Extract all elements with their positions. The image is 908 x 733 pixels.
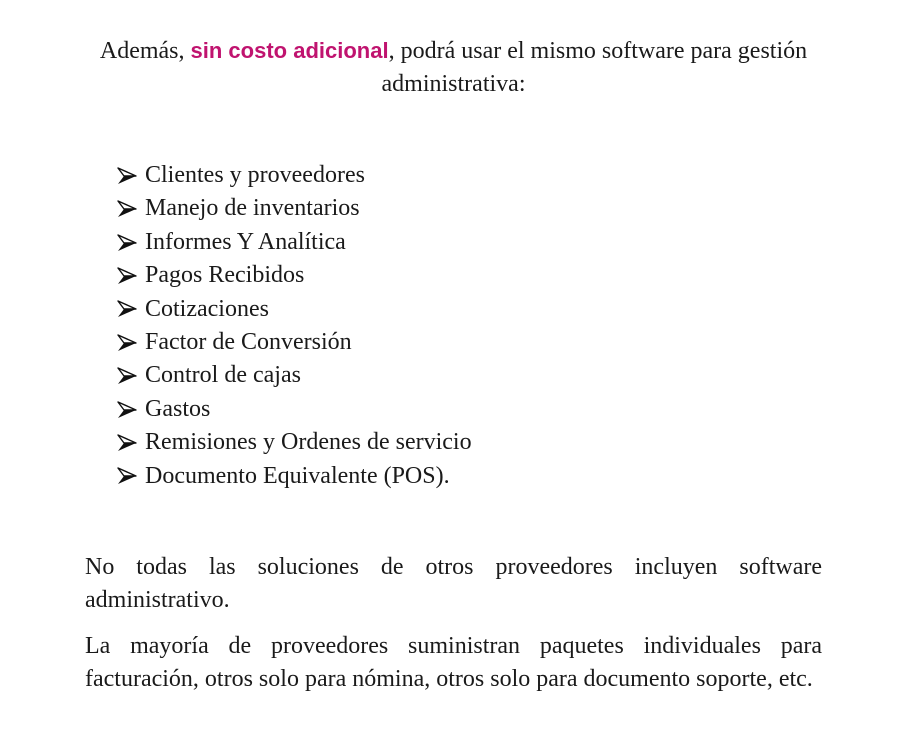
intro-highlight: sin costo adicional bbox=[190, 38, 389, 63]
arrowhead-bullet-icon bbox=[117, 466, 145, 486]
arrowhead-bullet-icon bbox=[117, 433, 145, 453]
list-item-label: Remisiones y Ordenes de servicio bbox=[145, 429, 472, 456]
paragraph: La mayoría de proveedores suministran paquetes individuales para facturación, otros solo para nómina, otros solo para documento soporte, etc. bbox=[85, 633, 822, 692]
list-item bbox=[117, 293, 472, 326]
intro-after: , podrá usar el mismo software para gestión administrativa: bbox=[381, 38, 808, 97]
list-item-label: Clientes y proveedores bbox=[145, 162, 365, 188]
paragraph: No todas las soluciones de otros proveedores incluyen software administrativo. bbox=[85, 554, 822, 613]
arrowhead-bullet-icon bbox=[117, 299, 145, 319]
list-item bbox=[117, 192, 472, 225]
list-item bbox=[117, 460, 472, 493]
list-item bbox=[117, 226, 472, 259]
list-item bbox=[117, 426, 472, 459]
arrowhead-bullet-icon bbox=[117, 199, 145, 219]
list-item bbox=[117, 326, 472, 359]
list-item-label: Cotizaciones bbox=[145, 295, 269, 322]
list-item-label: Manejo de inventarios bbox=[145, 195, 360, 222]
arrowhead-bullet-icon bbox=[117, 166, 145, 186]
arrowhead-bullet-icon bbox=[117, 400, 145, 420]
intro-text bbox=[85, 34, 822, 101]
list-item bbox=[117, 159, 472, 192]
list-item bbox=[117, 259, 472, 292]
feature-list bbox=[117, 159, 472, 493]
list-item-label: Informes Y Analítica bbox=[145, 228, 346, 255]
list-item-label: Factor de Conversión bbox=[145, 329, 352, 356]
arrowhead-bullet-icon bbox=[117, 266, 145, 286]
list-item bbox=[117, 359, 472, 392]
arrowhead-bullet-icon bbox=[117, 366, 145, 386]
list-item bbox=[117, 393, 472, 426]
intro-before: Además, bbox=[99, 38, 191, 64]
arrowhead-bullet-icon bbox=[117, 333, 145, 353]
arrowhead-bullet-icon bbox=[117, 233, 145, 253]
list-item-label: Gastos bbox=[145, 395, 211, 422]
list-item-label: Pagos Recibidos bbox=[145, 262, 305, 289]
list-item-label: Control de cajas bbox=[145, 362, 301, 389]
list-item-label: Documento Equivalente (POS). bbox=[145, 462, 450, 489]
